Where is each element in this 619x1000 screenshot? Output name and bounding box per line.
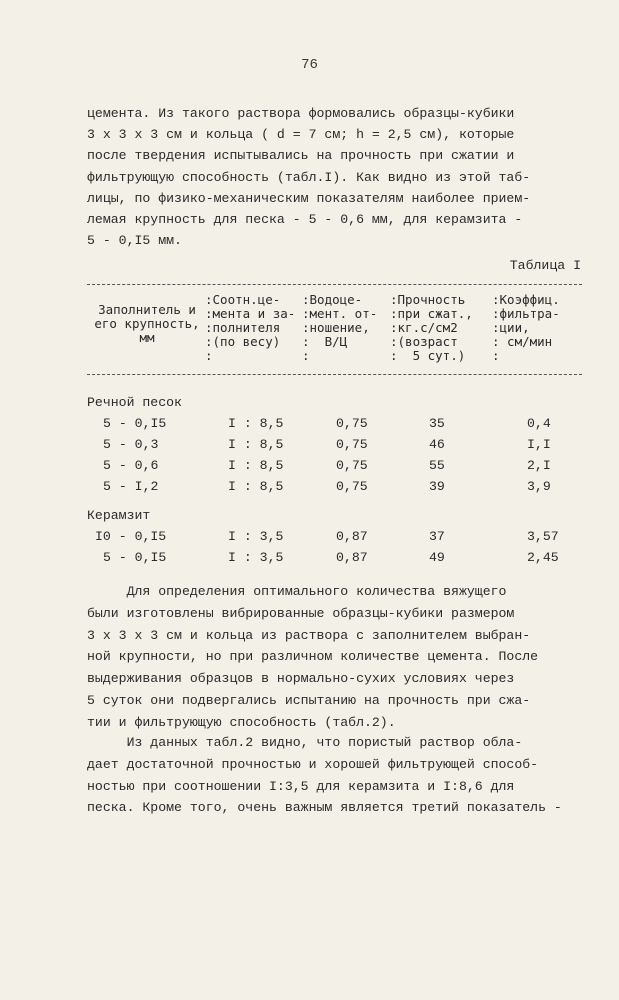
table-top-rule — [87, 284, 582, 285]
table-row — [0, 550, 619, 570]
p1-line: лемая крупность для песка - 5 - 0,6 мм, для керамзита - — [87, 212, 523, 228]
table-row — [0, 437, 619, 457]
cell-coef: 3,9 — [527, 479, 551, 494]
p2-line: были изготовлены вибрированные образцы-кубики размером — [87, 605, 515, 621]
table-row — [0, 416, 619, 436]
cell-size: 5 - 0,6 — [103, 458, 159, 473]
cell-coef: I,I — [527, 437, 551, 452]
p3-line: дает достаточной прочностью и хорошей фильтрующей способ- — [87, 756, 539, 772]
p1-line: 3 х 3 х 3 см и кольца ( d = 7 см; h = 2,5 см), которые — [87, 127, 515, 143]
p2-line: 5 суток они подвергались испытанию на прочность при сжа- — [87, 692, 531, 708]
cell-coef: 3,57 — [527, 529, 559, 544]
paragraph-1 — [87, 103, 587, 251]
paragraph-2 — [87, 581, 607, 734]
page-number: 76 — [301, 57, 318, 73]
cell-water: 0,75 — [336, 437, 368, 452]
cell-size: I0 - 0,I5 — [95, 529, 167, 544]
cell-strength: 49 — [429, 550, 445, 565]
p2-line: Для определения оптимального количества вяжущего — [87, 584, 507, 599]
cell-water: 0,75 — [336, 416, 368, 431]
header-filler: Заполнитель и его крупность, мм — [94, 302, 200, 345]
cell-ratio: I : 8,5 — [228, 437, 284, 452]
cell-ratio: I : 3,5 — [228, 550, 284, 565]
header-water-cement: :Водоце- :мент. от- :ношение, : В/Ц : — [302, 292, 378, 363]
p2-line: ной крупности, но при различном количестве цемента. После — [87, 649, 539, 665]
header-ratio: :Соотн.це- :мента и за- :полнителя :(по весу) : — [205, 292, 296, 363]
cell-water: 0,75 — [336, 458, 368, 473]
header-strength: :Прочность :при сжат., :кг.с/см2 :(возраст : 5 сут.) — [390, 292, 473, 363]
cell-coef: 2,45 — [527, 550, 559, 565]
p3-line: песка. Кроме того, очень важным является третий показатель - — [87, 800, 562, 816]
p1-line: фильтрующую способность (табл.I). Как видно из этой таб- — [87, 169, 531, 185]
table-row — [0, 529, 619, 549]
p2-line: тии и фильтрующую способность (табл.2). — [87, 714, 396, 730]
cell-water: 0,87 — [336, 550, 368, 565]
cell-strength: 55 — [429, 458, 445, 473]
cell-strength: 39 — [429, 479, 445, 494]
cell-size: 5 - 0,3 — [103, 437, 159, 452]
p3-line: Из данных табл.2 видно, что пористый раствор обла- — [87, 735, 523, 750]
cell-ratio: I : 8,5 — [228, 458, 284, 473]
cell-ratio: I : 8,5 — [228, 479, 284, 494]
cell-size: 5 - 0,I5 — [103, 550, 167, 565]
p1-line: лицы, по физико-механическим показателям наиболее прием- — [87, 190, 531, 206]
cell-ratio: I : 8,5 — [228, 416, 284, 431]
cell-size: 5 - 0,I5 — [103, 416, 167, 431]
p2-line: выдерживания образцов в нормально-сухих условиях через — [87, 671, 515, 687]
table-header-rule — [87, 374, 582, 375]
group-river-sand: Речной песок — [87, 395, 182, 410]
cell-coef: 2,I — [527, 458, 551, 473]
p2-line: 3 х 3 х 3 см и кольца из раствора с заполнителем выбран- — [87, 627, 531, 643]
table-row — [0, 479, 619, 499]
cell-strength: 37 — [429, 529, 445, 544]
p1-line: после твердения испытывались на прочность при сжатии и — [87, 148, 515, 164]
group-keramzit: Керамзит — [87, 508, 151, 523]
table-caption: Таблица I — [509, 258, 581, 273]
cell-size: 5 - I,2 — [103, 479, 159, 494]
cell-strength: 46 — [429, 437, 445, 452]
cell-strength: 35 — [429, 416, 445, 431]
cell-water: 0,87 — [336, 529, 368, 544]
table-row — [0, 458, 619, 478]
cell-ratio: I : 3,5 — [228, 529, 284, 544]
cell-coef: 0,4 — [527, 416, 551, 431]
paragraph-3 — [87, 732, 607, 819]
p3-line: ностью при соотношении I:3,5 для керамзита и I:8,6 для — [87, 778, 515, 794]
p1-line: цемента. Из такого раствора формовались образцы-кубики — [87, 106, 515, 121]
header-filtration: :Коэффиц. :фильтра- :ции, : см/мин : — [492, 292, 560, 363]
cell-water: 0,75 — [336, 479, 368, 494]
p1-line: 5 - 0,I5 мм. — [87, 233, 182, 249]
